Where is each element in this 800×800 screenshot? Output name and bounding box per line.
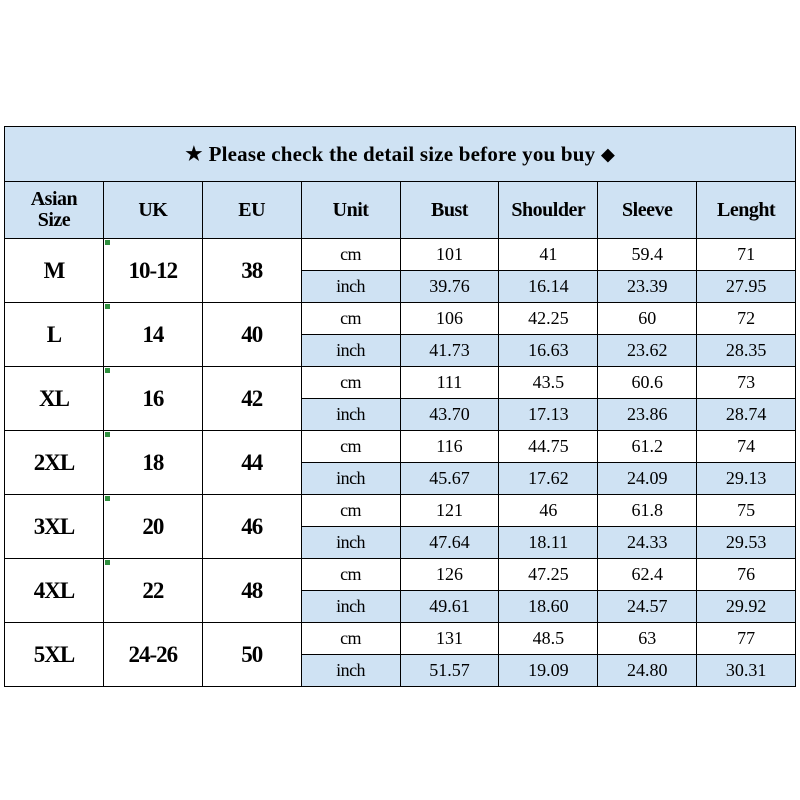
cell-lenght-cm: 72: [697, 303, 796, 335]
cell-asian-size: XL: [5, 367, 104, 431]
table-row: [5, 431, 796, 463]
cell-shoulder-cm: 46: [499, 495, 598, 527]
cell-unit-cm: cm: [301, 495, 400, 527]
size-chart-table-container: [4, 126, 796, 687]
cell-sleeve-inch: 24.33: [598, 527, 697, 559]
cell-shoulder-cm: 41: [499, 239, 598, 271]
cell-bust-inch: 51.57: [400, 655, 499, 687]
banner-cell: [5, 127, 796, 182]
header-shoulder: Shoulder: [499, 182, 598, 239]
cell-unit-inch: inch: [301, 335, 400, 367]
header-asian-size: [5, 182, 104, 239]
cell-unit-inch: inch: [301, 655, 400, 687]
cell-lenght-inch: 27.95: [697, 271, 796, 303]
cell-shoulder-cm: 44.75: [499, 431, 598, 463]
cell-lenght-inch: 28.74: [697, 399, 796, 431]
cell-unit-cm: cm: [301, 239, 400, 271]
cell-uk: 10-12: [103, 239, 202, 303]
cell-eu: 50: [202, 623, 301, 687]
cell-bust-inch: 45.67: [400, 463, 499, 495]
header-asian-size-line2: Size: [37, 209, 71, 231]
cell-sleeve-inch: 24.09: [598, 463, 697, 495]
cell-unit-inch: inch: [301, 271, 400, 303]
cell-shoulder-inch: 17.13: [499, 399, 598, 431]
cell-unit-cm: cm: [301, 559, 400, 591]
table-row: [5, 367, 796, 399]
cell-shoulder-inch: 18.60: [499, 591, 598, 623]
cell-asian-size: 5XL: [5, 623, 104, 687]
cell-asian-size: 3XL: [5, 495, 104, 559]
cell-lenght-cm: 77: [697, 623, 796, 655]
size-chart-table: [4, 126, 796, 687]
header-lenght: Lenght: [697, 182, 796, 239]
cell-bust-cm: 121: [400, 495, 499, 527]
cell-sleeve-inch: 23.86: [598, 399, 697, 431]
cell-lenght-cm: 71: [697, 239, 796, 271]
table-row: [5, 623, 796, 655]
cell-sleeve-cm: 60: [598, 303, 697, 335]
cell-unit-cm: cm: [301, 623, 400, 655]
cell-bust-cm: 116: [400, 431, 499, 463]
cell-asian-size: M: [5, 239, 104, 303]
cell-bust-cm: 126: [400, 559, 499, 591]
cell-sleeve-cm: 61.2: [598, 431, 697, 463]
cell-bust-inch: 39.76: [400, 271, 499, 303]
cell-uk: 22: [103, 559, 202, 623]
cell-sleeve-cm: 62.4: [598, 559, 697, 591]
cell-uk: 20: [103, 495, 202, 559]
diamond-icon: ◆: [601, 144, 615, 164]
cell-lenght-inch: 28.35: [697, 335, 796, 367]
banner-row: [5, 127, 796, 182]
cell-shoulder-cm: 43.5: [499, 367, 598, 399]
cell-sleeve-cm: 61.8: [598, 495, 697, 527]
cell-bust-inch: 41.73: [400, 335, 499, 367]
header-eu: EU: [202, 182, 301, 239]
cell-shoulder-cm: 42.25: [499, 303, 598, 335]
cell-shoulder-cm: 48.5: [499, 623, 598, 655]
cell-bust-inch: 43.70: [400, 399, 499, 431]
cell-asian-size: 4XL: [5, 559, 104, 623]
cell-sleeve-inch: 24.57: [598, 591, 697, 623]
cell-bust-cm: 106: [400, 303, 499, 335]
cell-lenght-cm: 74: [697, 431, 796, 463]
cell-unit-inch: inch: [301, 591, 400, 623]
header-row: [5, 182, 796, 239]
cell-bust-cm: 131: [400, 623, 499, 655]
header-unit: Unit: [301, 182, 400, 239]
header-uk: UK: [103, 182, 202, 239]
cell-shoulder-inch: 16.63: [499, 335, 598, 367]
cell-sleeve-inch: 23.39: [598, 271, 697, 303]
cell-sleeve-cm: 60.6: [598, 367, 697, 399]
header-asian-size-line1: Asian: [30, 188, 78, 210]
cell-shoulder-inch: 17.62: [499, 463, 598, 495]
cell-uk: 16: [103, 367, 202, 431]
cell-unit-inch: inch: [301, 527, 400, 559]
cell-shoulder-inch: 16.14: [499, 271, 598, 303]
cell-lenght-inch: 30.31: [697, 655, 796, 687]
cell-lenght-cm: 76: [697, 559, 796, 591]
cell-bust-cm: 101: [400, 239, 499, 271]
cell-lenght-cm: 75: [697, 495, 796, 527]
cell-lenght-inch: 29.13: [697, 463, 796, 495]
cell-sleeve-cm: 63: [598, 623, 697, 655]
table-row: [5, 495, 796, 527]
cell-eu: 46: [202, 495, 301, 559]
cell-asian-size: 2XL: [5, 431, 104, 495]
header-sleeve: Sleeve: [598, 182, 697, 239]
cell-shoulder-inch: 19.09: [499, 655, 598, 687]
cell-shoulder-inch: 18.11: [499, 527, 598, 559]
cell-unit-inch: inch: [301, 399, 400, 431]
cell-bust-inch: 49.61: [400, 591, 499, 623]
cell-shoulder-cm: 47.25: [499, 559, 598, 591]
cell-sleeve-inch: 24.80: [598, 655, 697, 687]
cell-uk: 14: [103, 303, 202, 367]
cell-asian-size: L: [5, 303, 104, 367]
table-row: [5, 239, 796, 271]
cell-lenght-inch: 29.53: [697, 527, 796, 559]
table-row: [5, 303, 796, 335]
cell-uk: 18: [103, 431, 202, 495]
cell-lenght-inch: 29.92: [697, 591, 796, 623]
cell-unit-cm: cm: [301, 303, 400, 335]
cell-bust-cm: 111: [400, 367, 499, 399]
cell-unit-cm: cm: [301, 367, 400, 399]
cell-lenght-cm: 73: [697, 367, 796, 399]
cell-sleeve-inch: 23.62: [598, 335, 697, 367]
cell-eu: 38: [202, 239, 301, 303]
banner-text: Please check the detail size before you buy: [208, 141, 596, 166]
cell-unit-inch: inch: [301, 463, 400, 495]
cell-uk: 24-26: [103, 623, 202, 687]
cell-eu: 44: [202, 431, 301, 495]
cell-sleeve-cm: 59.4: [598, 239, 697, 271]
cell-bust-inch: 47.64: [400, 527, 499, 559]
star-icon: ★: [185, 143, 203, 165]
cell-eu: 40: [202, 303, 301, 367]
cell-unit-cm: cm: [301, 431, 400, 463]
table-row: [5, 559, 796, 591]
cell-eu: 48: [202, 559, 301, 623]
cell-eu: 42: [202, 367, 301, 431]
header-bust: Bust: [400, 182, 499, 239]
